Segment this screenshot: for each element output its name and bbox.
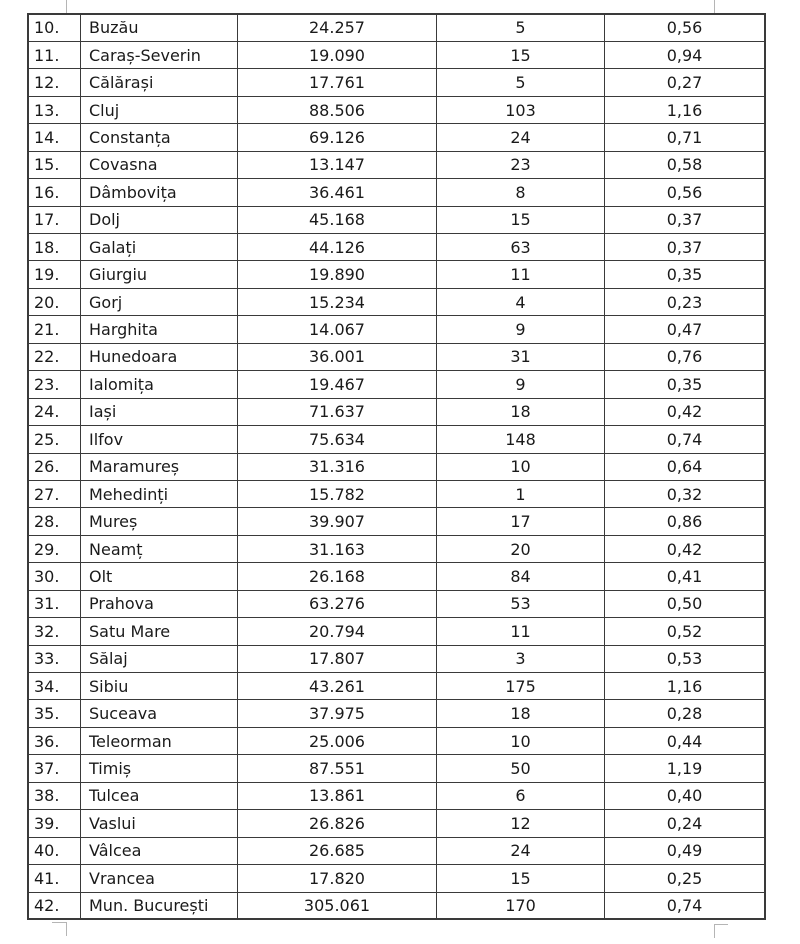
table-row — [28, 782, 765, 809]
ratio-value: 0,71 — [605, 124, 766, 151]
table-row — [28, 727, 765, 754]
row-number: 40. — [28, 837, 81, 864]
ratio-value: 0,53 — [605, 645, 766, 672]
count-value: 9 — [437, 371, 605, 398]
ratio-value: 0,42 — [605, 398, 766, 425]
ratio-value: 0,49 — [605, 837, 766, 864]
ratio-value: 0,50 — [605, 590, 766, 617]
count-value: 20 — [437, 535, 605, 562]
count-value: 170 — [437, 892, 605, 919]
row-number: 29. — [28, 535, 81, 562]
table-row — [28, 343, 765, 370]
population-value: 19.890 — [238, 261, 437, 288]
ratio-value: 0,56 — [605, 14, 766, 41]
count-value: 15 — [437, 865, 605, 892]
count-value: 24 — [437, 837, 605, 864]
population-value: 15.234 — [238, 288, 437, 315]
count-value: 15 — [437, 206, 605, 233]
county-name: Călărași — [81, 69, 238, 96]
county-name: Tulcea — [81, 782, 238, 809]
count-value: 63 — [437, 234, 605, 261]
table-row — [28, 41, 765, 68]
county-name: Dolj — [81, 206, 238, 233]
row-number: 14. — [28, 124, 81, 151]
row-number: 27. — [28, 480, 81, 507]
row-number: 12. — [28, 69, 81, 96]
county-name: Covasna — [81, 151, 238, 178]
population-value: 14.067 — [238, 316, 437, 343]
row-number: 16. — [28, 179, 81, 206]
table-body — [28, 14, 765, 919]
county-name: Harghita — [81, 316, 238, 343]
ratio-value: 1,16 — [605, 673, 766, 700]
population-value: 19.467 — [238, 371, 437, 398]
crop-mark-bottom-right-h — [714, 924, 728, 925]
count-value: 5 — [437, 14, 605, 41]
county-name: Olt — [81, 563, 238, 590]
row-number: 15. — [28, 151, 81, 178]
count-value: 175 — [437, 673, 605, 700]
population-value: 88.506 — [238, 96, 437, 123]
county-name: Vaslui — [81, 810, 238, 837]
row-number: 38. — [28, 782, 81, 809]
population-value: 45.168 — [238, 206, 437, 233]
population-value: 87.551 — [238, 755, 437, 782]
table-row — [28, 316, 765, 343]
county-name: Ilfov — [81, 426, 238, 453]
county-name: Prahova — [81, 590, 238, 617]
count-value: 84 — [437, 563, 605, 590]
ratio-value: 0,64 — [605, 453, 766, 480]
crop-mark-bottom-left-h — [52, 922, 66, 923]
population-value: 37.975 — [238, 700, 437, 727]
population-value: 17.820 — [238, 865, 437, 892]
ratio-value: 0,24 — [605, 810, 766, 837]
county-name: Timiș — [81, 755, 238, 782]
county-name: Neamț — [81, 535, 238, 562]
population-value: 13.861 — [238, 782, 437, 809]
row-number: 41. — [28, 865, 81, 892]
row-number: 10. — [28, 14, 81, 41]
row-number: 31. — [28, 590, 81, 617]
count-value: 50 — [437, 755, 605, 782]
table-row — [28, 563, 765, 590]
table-row — [28, 755, 765, 782]
count-value: 8 — [437, 179, 605, 206]
row-number: 18. — [28, 234, 81, 261]
table-row — [28, 645, 765, 672]
table-row — [28, 398, 765, 425]
ratio-value: 0,28 — [605, 700, 766, 727]
ratio-value: 1,19 — [605, 755, 766, 782]
population-value: 20.794 — [238, 618, 437, 645]
table-row — [28, 618, 765, 645]
population-value: 75.634 — [238, 426, 437, 453]
table-row — [28, 810, 765, 837]
table-row — [28, 480, 765, 507]
count-value: 11 — [437, 261, 605, 288]
ratio-value: 0,42 — [605, 535, 766, 562]
row-number: 17. — [28, 206, 81, 233]
row-number: 35. — [28, 700, 81, 727]
population-value: 26.826 — [238, 810, 437, 837]
population-value: 305.061 — [238, 892, 437, 919]
ratio-value: 0,56 — [605, 179, 766, 206]
county-name: Satu Mare — [81, 618, 238, 645]
crop-mark-top-left — [66, 0, 67, 13]
population-value: 17.761 — [238, 69, 437, 96]
table-row — [28, 535, 765, 562]
county-name: Vrancea — [81, 865, 238, 892]
population-value: 63.276 — [238, 590, 437, 617]
ratio-value: 0,27 — [605, 69, 766, 96]
table-row — [28, 371, 765, 398]
count-value: 6 — [437, 782, 605, 809]
county-name: Mehedinți — [81, 480, 238, 507]
table-row — [28, 892, 765, 919]
ratio-value: 0,74 — [605, 892, 766, 919]
ratio-value: 0,37 — [605, 206, 766, 233]
population-value: 44.126 — [238, 234, 437, 261]
ratio-value: 0,86 — [605, 508, 766, 535]
row-number: 21. — [28, 316, 81, 343]
ratio-value: 0,35 — [605, 371, 766, 398]
population-value: 15.782 — [238, 480, 437, 507]
population-value: 71.637 — [238, 398, 437, 425]
ratio-value: 0,94 — [605, 41, 766, 68]
county-name: Vâlcea — [81, 837, 238, 864]
population-value: 39.907 — [238, 508, 437, 535]
row-number: 23. — [28, 371, 81, 398]
row-number: 11. — [28, 41, 81, 68]
table-row — [28, 508, 765, 535]
table-row — [28, 206, 765, 233]
ratio-value: 0,74 — [605, 426, 766, 453]
count-value: 12 — [437, 810, 605, 837]
count-value: 31 — [437, 343, 605, 370]
county-name: Maramureș — [81, 453, 238, 480]
county-name: Giurgiu — [81, 261, 238, 288]
table-row — [28, 69, 765, 96]
population-value: 17.807 — [238, 645, 437, 672]
county-name: Mureș — [81, 508, 238, 535]
count-value: 103 — [437, 96, 605, 123]
crop-mark-bottom-left-v — [66, 922, 67, 936]
population-value: 13.147 — [238, 151, 437, 178]
row-number: 20. — [28, 288, 81, 315]
row-number: 28. — [28, 508, 81, 535]
county-name: Teleorman — [81, 727, 238, 754]
county-name: Buzău — [81, 14, 238, 41]
count-value: 11 — [437, 618, 605, 645]
population-value: 31.163 — [238, 535, 437, 562]
population-value: 25.006 — [238, 727, 437, 754]
county-name: Gorj — [81, 288, 238, 315]
population-value: 24.257 — [238, 14, 437, 41]
county-name: Sălaj — [81, 645, 238, 672]
row-number: 37. — [28, 755, 81, 782]
row-number: 39. — [28, 810, 81, 837]
row-number: 26. — [28, 453, 81, 480]
row-number: 13. — [28, 96, 81, 123]
count-value: 18 — [437, 398, 605, 425]
county-name: Ialomița — [81, 371, 238, 398]
county-name: Mun. București — [81, 892, 238, 919]
population-value: 31.316 — [238, 453, 437, 480]
county-name: Constanța — [81, 124, 238, 151]
count-value: 10 — [437, 453, 605, 480]
county-name: Cluj — [81, 96, 238, 123]
count-value: 23 — [437, 151, 605, 178]
count-value: 53 — [437, 590, 605, 617]
county-name: Galați — [81, 234, 238, 261]
ratio-value: 0,44 — [605, 727, 766, 754]
crop-mark-top-right — [714, 0, 715, 13]
table-row — [28, 179, 765, 206]
ratio-value: 0,37 — [605, 234, 766, 261]
ratio-value: 0,40 — [605, 782, 766, 809]
population-value: 36.461 — [238, 179, 437, 206]
count-value: 24 — [437, 124, 605, 151]
row-number: 33. — [28, 645, 81, 672]
ratio-value: 1,16 — [605, 96, 766, 123]
ratio-value: 0,35 — [605, 261, 766, 288]
table-row — [28, 837, 765, 864]
table-row — [28, 234, 765, 261]
row-number: 34. — [28, 673, 81, 700]
table-row — [28, 14, 765, 41]
ratio-value: 0,58 — [605, 151, 766, 178]
county-name: Dâmbovița — [81, 179, 238, 206]
county-name: Caraș-Severin — [81, 41, 238, 68]
population-value: 36.001 — [238, 343, 437, 370]
row-number: 22. — [28, 343, 81, 370]
count-value: 18 — [437, 700, 605, 727]
row-number: 42. — [28, 892, 81, 919]
row-number: 19. — [28, 261, 81, 288]
table-row — [28, 261, 765, 288]
count-value: 1 — [437, 480, 605, 507]
ratio-value: 0,25 — [605, 865, 766, 892]
table-row — [28, 288, 765, 315]
population-value: 26.685 — [238, 837, 437, 864]
ratio-value: 0,52 — [605, 618, 766, 645]
table-row — [28, 124, 765, 151]
count-value: 9 — [437, 316, 605, 343]
row-number: 36. — [28, 727, 81, 754]
county-data-table — [27, 13, 766, 920]
table-row — [28, 453, 765, 480]
crop-mark-bottom-right-v — [714, 924, 715, 938]
table-row — [28, 426, 765, 453]
population-value: 43.261 — [238, 673, 437, 700]
county-name: Suceava — [81, 700, 238, 727]
row-number: 25. — [28, 426, 81, 453]
ratio-value: 0,32 — [605, 480, 766, 507]
county-name: Hunedoara — [81, 343, 238, 370]
population-value: 69.126 — [238, 124, 437, 151]
population-value: 26.168 — [238, 563, 437, 590]
ratio-value: 0,23 — [605, 288, 766, 315]
row-number: 30. — [28, 563, 81, 590]
count-value: 15 — [437, 41, 605, 68]
ratio-value: 0,41 — [605, 563, 766, 590]
table-row — [28, 700, 765, 727]
row-number: 32. — [28, 618, 81, 645]
ratio-value: 0,47 — [605, 316, 766, 343]
table-row — [28, 673, 765, 700]
county-name: Sibiu — [81, 673, 238, 700]
count-value: 3 — [437, 645, 605, 672]
county-name: Iași — [81, 398, 238, 425]
table-row — [28, 590, 765, 617]
table-row — [28, 96, 765, 123]
count-value: 17 — [437, 508, 605, 535]
count-value: 4 — [437, 288, 605, 315]
row-number: 24. — [28, 398, 81, 425]
ratio-value: 0,76 — [605, 343, 766, 370]
count-value: 148 — [437, 426, 605, 453]
population-value: 19.090 — [238, 41, 437, 68]
table-row — [28, 151, 765, 178]
table-row — [28, 865, 765, 892]
count-value: 10 — [437, 727, 605, 754]
count-value: 5 — [437, 69, 605, 96]
